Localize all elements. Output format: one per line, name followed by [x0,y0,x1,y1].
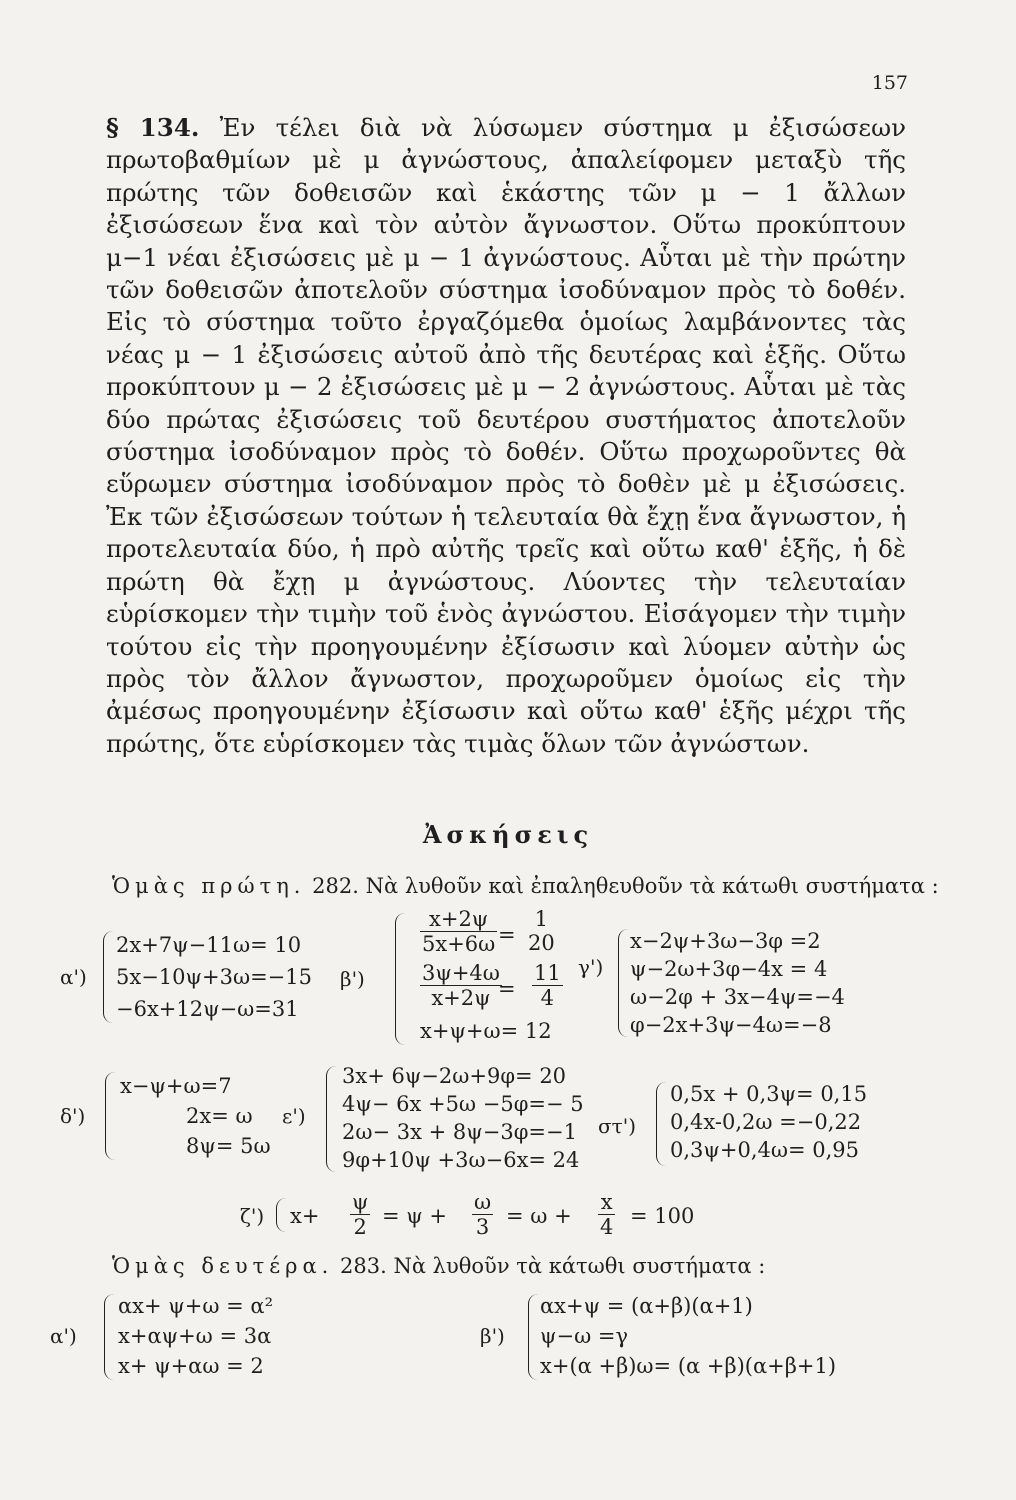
equation-part: = ω + [506,1204,572,1228]
equation: 4ψ− 6x +5ω −5φ=− 5 [342,1092,584,1116]
exercise-label: ε') [282,1104,306,1128]
exercise-label: β') [340,967,365,991]
fraction: $\frac{3\psi+4\omega}{x+2\psi}$ [422,961,500,1010]
equation: x+ψ+ω= 12 [420,1019,552,1043]
brace [276,1198,287,1232]
exercise-282-e [282,1060,602,1178]
exercise-label: στ') [598,1114,637,1138]
equation-part: = ψ + [382,1204,448,1228]
page-number: 157 [871,72,908,94]
brace [656,1082,669,1166]
fraction: $\frac{11}{4}$ [534,961,561,1010]
brace [104,1294,117,1380]
equation: ω−2φ + 3x−4ψ=−4 [630,985,845,1009]
section-text: Ἐν τέλει διὰ νὰ λύσωμεν σύστημα μ ἐξισώσεων πρωτοβαθμίων μὲ μ ἀγνώστους, ἀπαλείφομεν μεταξὺ τῆς πρώτης τῶν δοθεισῶν καὶ ἑκάστης τῶν μ − 1 ἄλλων ἐξισώσεων ἕνα καὶ τὸν αὐτὸν ἄγνωστον. Οὕτω προκύπτουν μ−1 νέαι ἐξισώσεις μὲ μ − 1 ἀγνώστους. Αὗται μὲ τὴν πρώτην τῶν δοθεισῶν ἀποτελοῦν σύστημα ἰσοδύναμον πρὸς τὸ δοθέν. Εἰς τὸ σύστημα τοῦτο ἐργαζόμεθα ὁμοίως λαμβάνοντες τὰς νέας μ − 1 ἐξισώσεις αὐτοῦ ἀπὸ τῆς δευτέρας καὶ ἑξῆς. Οὕτω προκύπτουν μ − 2 ἐξισώσεις μὲ μ − 2 ἀγνώστους. Αὗται μὲ τὰς δύο πρώτας ἐξισώσεις τοῦ δευτέρου συστήματος ἀποτελοῦν σύστημα ἰσοδύναμον πρὸς τὸ δοθέν. Οὕτω προχωροῦντες θὰ εὕρωμεν σύστημα ἰσοδύναμον πρὸς τὸ δοθὲν μὲ μ ἐξισώσεις. Ἐκ τῶν ἐξισώσεων τούτων ἡ τελευταία θὰ ἔχῃ ἕνα ἄγνωστον, ἡ προτελευταία δύο, ἡ πρὸ αὐτῆς τρεῖς καὶ οὕτω καθ' ἑξῆς, ἡ δὲ πρώτη θὰ ἔχῃ μ ἀγνώστους. Λύοντες τὴν τελευταίαν εὑρίσκομεν τὴν τιμὴν τοῦ ἑνὸς ἀγνώστου. Εἰσάγομεν τὴν τιμὴν τούτου εἰς τὴν προηγουμένην ἐξίσωσιν καὶ λύομεν αὐτὴν ὡς πρὸς τὸν ἄλλον ἄγνωστον, προχωροῦμεν ὁμοίως εἰς τὴν ἀμέσως προηγουμένην ἐξίσωσιν καὶ οὕτω καθ' ἑξῆς μέχρι τῆς πρώτης, ὅτε εὑρίσκομεν τὰς τιμὰς ὅλων τῶν ἀγνώστων. [106,113,907,758]
equation: ψ−2ω+3φ−4x = 4 [630,957,828,981]
exercise-label: δ') [60,1104,86,1128]
equation: 0,4x-0,2ω =−0,22 [670,1110,862,1134]
equation: x+ ψ+αω = 2 [118,1354,264,1378]
equation: x+(α +β)ω= (α +β)(α+β+1) [540,1354,837,1378]
section-number: § 134. [106,113,200,142]
group2-label: Ὁμὰς δευτέρα. [112,1254,334,1278]
equation: 3x+ 6ψ−2ω+9φ= 20 [342,1064,567,1088]
group1-header [112,874,939,898]
equation: x−ψ+ω=7 [120,1074,232,1098]
exercise-label: α') [50,1324,77,1348]
equation: αx+ ψ+ω = α² [118,1294,274,1318]
exercise-label: γ') [578,955,604,979]
fraction: $\frac{x+2\psi}{5x+6\omega}$ [422,907,496,956]
equation: 2x+7ψ−11ω= 10 [116,933,302,957]
equation: 9φ+10ψ +3ω−6x= 24 [342,1148,580,1172]
group2-header [112,1254,765,1278]
exercise-282-g [240,1188,760,1248]
equation: αx+ψ = (α+β)(α+1) [540,1294,753,1318]
brace [395,913,408,1045]
equation: 8ψ= 5ω [186,1134,271,1158]
brace [103,931,116,1023]
equation: 0,3ψ+0,4ω= 0,95 [670,1138,860,1162]
exercise-282-b: β') $\frac{x+2\psi}{5x+6\omega}$ = 1 20 $\frac{3\psi+4\omega}{x+2\psi}$ = $\frac{11}{4}$ x+ψ+ω= 12 [340,907,561,1043]
equation: 5x−10ψ+3ω=−15 [116,965,312,989]
group2-number: 283. [340,1254,387,1278]
equation: φ−2x+3ψ−4ω=−8 [630,1013,832,1037]
fraction: $\frac{x}{4}$ [600,1190,614,1239]
equation: 0,5x + 0,3ψ= 0,15 [670,1082,868,1106]
exercises-heading: Ἀσκήσεις [422,820,594,849]
exercise-283-a [50,1290,350,1390]
fraction: 1 20 [528,907,555,955]
equation: ψ−ω =γ [540,1324,629,1348]
exercise-label: β') [480,1324,505,1348]
group1-number: 282. [312,874,359,898]
brace [326,1066,339,1172]
exercise-label: ζ') [240,1204,265,1228]
equation: 2x= ω [186,1104,253,1128]
exercise-282-d [60,1068,290,1168]
exercise-282-f [598,1078,888,1178]
exercise-282-c [578,925,878,1045]
fraction: $\frac{\omega}{3}$ [474,1190,492,1239]
section-paragraph [106,112,906,760]
equation-part: x+ [290,1204,320,1228]
equation: x+αψ+ω = 3α [118,1324,272,1348]
equation: x−2ψ+3ω−3φ =2 [630,929,821,953]
group1-instruction: Νὰ λυθοῦν καὶ ἐπαληθευθοῦν τὰ κάτωθι συστήματα : [365,874,939,898]
equation: −6x+12ψ−ω=31 [116,997,299,1021]
exercise-label: α') [60,965,87,989]
group1-label: Ὁμὰς πρώτη. [112,874,306,898]
equation-part: = 100 [630,1204,695,1228]
equation: 2ω− 3x + 8ψ−3φ=−1 [342,1120,577,1144]
fraction: $\frac{\psi}{2}$ [352,1190,369,1239]
exercise-283-b [480,1290,900,1390]
group2-instruction: Νὰ λυθοῦν τὰ κάτωθι συστήματα : [393,1254,766,1278]
brace [105,1072,118,1160]
